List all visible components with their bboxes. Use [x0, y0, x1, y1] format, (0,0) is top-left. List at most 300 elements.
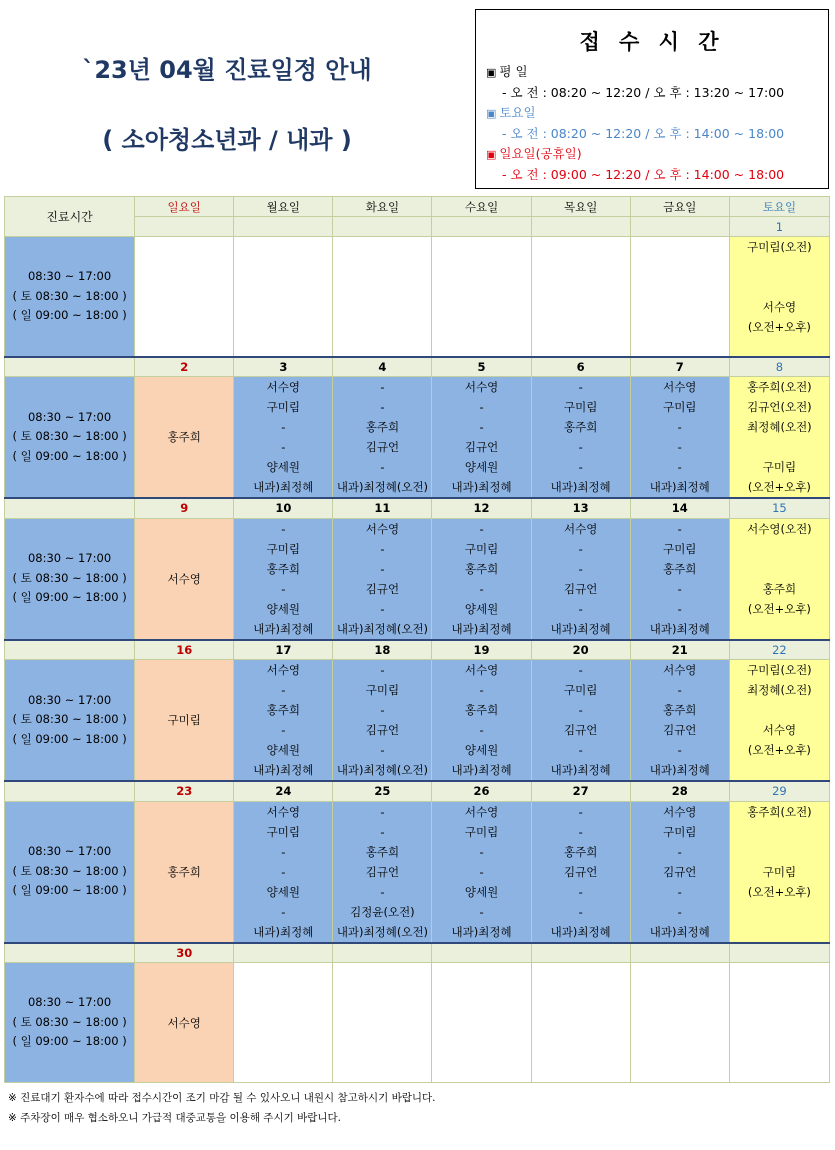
note-line: ※ 진료대기 환자수에 따라 접수시간이 조기 마감 될 수 있사오니 내원시 참고하시기 바랍니다.: [8, 1092, 436, 1104]
doctor-name: 구미림: [464, 824, 499, 839]
doctor-name: -: [578, 601, 583, 616]
doctor-name: (오전+오후): [747, 320, 811, 334]
date-cell: [333, 217, 432, 237]
doctor-name: 내과)최정혜(오전): [336, 924, 429, 939]
doctor-cell: [630, 801, 729, 943]
date-cell: 7: [630, 357, 729, 377]
doctor-name: -: [380, 601, 385, 616]
doctor-name: 구미림: [266, 400, 300, 414]
date-cell: [234, 217, 333, 237]
time-header: 진료시간: [5, 197, 135, 237]
date-cell: [432, 217, 531, 237]
doctor-name: 최정혜(오전): [747, 420, 812, 434]
doctor-name: 구미림: [663, 824, 697, 839]
clinic-hours-line: ( 토 08:30 ~ 18:00 ): [12, 712, 127, 727]
doctor-name: 내과)최정혜(오전): [336, 763, 429, 777]
doctor-cell: [234, 660, 333, 782]
clinic-hours-line: ( 토 08:30 ~ 18:00 ): [12, 429, 127, 444]
doctor-name: 서수영: [464, 804, 499, 819]
weekday-header: 화요일: [333, 197, 432, 217]
doctor-name: 내과)최정혜: [550, 621, 611, 636]
doctor-name: -: [677, 904, 682, 919]
page-subtitle: ( 소아청소년과 / 내과 ): [102, 126, 352, 154]
clinic-hours-line: 08:30 ~ 17:00: [27, 995, 112, 1010]
doctor-name: 내과)최정혜: [253, 924, 314, 939]
date-cell: [531, 943, 630, 963]
doctor-name: 홍주희: [663, 703, 697, 717]
doctor-name: 양세원: [266, 601, 300, 616]
doctor-name: [730, 842, 829, 862]
doctor-cell: [630, 518, 729, 640]
date-cell: 16: [135, 640, 234, 660]
doctor-name: -: [578, 884, 583, 899]
doctor-cell: [432, 801, 531, 943]
doctor-cell: [531, 660, 630, 782]
doctor-name: 서수영: [167, 1015, 201, 1030]
schedule-row: [5, 660, 830, 782]
doctor-name: 김규언: [365, 440, 400, 454]
doctor-name: -: [677, 844, 682, 859]
clinic-hours-cell: [5, 377, 135, 499]
doctor-name: -: [380, 400, 385, 414]
doctor-cell: [135, 377, 234, 499]
weekday-header-row: [5, 197, 830, 217]
doctor-name: 구미림: [762, 864, 797, 879]
doctor-name: [730, 559, 829, 579]
clinic-hours-line: ( 토 08:30 ~ 18:00 ): [12, 288, 127, 303]
doctor-cell: [333, 801, 432, 943]
doctor-name: 김규언: [663, 723, 697, 737]
date-cell: [135, 217, 234, 237]
weekday-header: 일요일: [135, 197, 234, 217]
doctor-cell: [630, 963, 729, 1083]
doctor-cell: [234, 237, 333, 357]
date-cell: 29: [729, 781, 829, 801]
date-cell: 24: [234, 781, 333, 801]
doctor-name: -: [281, 420, 286, 434]
doctor-cell: [234, 377, 333, 499]
date-cell: [630, 943, 729, 963]
doctor-name: 김규언: [563, 581, 598, 596]
doctor-name: 양세원: [464, 743, 499, 757]
clinic-hours-line: ( 일 09:00 ~ 18:00 ): [12, 448, 127, 463]
doctor-name: -: [479, 521, 484, 536]
doctor-name: 최정혜(오전): [747, 683, 812, 697]
date-cell: 17: [234, 640, 333, 660]
doctor-name: 서수영: [663, 663, 697, 677]
date-cell: 26: [432, 781, 531, 801]
doctor-cell: [432, 660, 531, 782]
doctor-name: 내과)최정혜(오전): [336, 621, 429, 636]
doctor-name: 내과)최정혜: [451, 621, 512, 636]
square-bullet-icon: ▣: [486, 148, 497, 161]
clinic-hours-line: ( 일 09:00 ~ 18:00 ): [12, 731, 127, 746]
clinic-hours-line: ( 일 09:00 ~ 18:00 ): [12, 1034, 127, 1049]
doctor-name: -: [281, 723, 286, 737]
date-row-spacer: [5, 498, 135, 518]
doctor-name: 서수영: [663, 804, 697, 819]
doctor-name: -: [281, 521, 286, 536]
doctor-name: 홍주희: [266, 561, 300, 576]
doctor-name: 내과)최정혜: [649, 621, 710, 636]
date-cell: 19: [432, 640, 531, 660]
reception-hours-box: [475, 9, 829, 189]
doctor-name: [730, 822, 829, 842]
doctor-name: 서수영: [663, 380, 697, 394]
doctor-name: 서수영: [762, 723, 797, 737]
doctor-name: -: [578, 440, 583, 454]
doctor-name: -: [281, 683, 286, 697]
date-cell: 12: [432, 498, 531, 518]
doctor-name: 김규언: [563, 723, 598, 737]
saturday-hours: - 오 전 : 08:20 ~ 12:20 / 오 후 : 14:00 ~ 18:00: [502, 126, 785, 141]
doctor-cell: [333, 518, 432, 640]
doctor-name: [730, 257, 829, 277]
doctor-name: -: [479, 400, 484, 414]
doctor-cell: [729, 518, 829, 640]
doctor-name: -: [479, 420, 484, 434]
doctor-name: [730, 277, 829, 297]
doctor-cell: [531, 237, 630, 357]
doctor-name: -: [677, 521, 682, 536]
doctor-name: -: [479, 904, 484, 919]
doctor-name: -: [677, 683, 682, 697]
date-cell: 15: [729, 498, 829, 518]
date-cell: 1: [729, 217, 829, 237]
date-row: [5, 640, 830, 660]
doctor-name: 내과)최정혜: [451, 924, 512, 939]
doctor-name: -: [380, 884, 385, 899]
doctor-name: 홍주희: [167, 430, 201, 444]
doctor-name: -: [677, 460, 682, 474]
doctor-cell: [531, 377, 630, 499]
doctor-name: 서수영: [464, 663, 499, 677]
date-cell: 27: [531, 781, 630, 801]
doctor-name: -: [578, 703, 583, 717]
doctor-name: -: [677, 420, 682, 434]
doctor-name: -: [281, 904, 286, 919]
clinic-hours-cell: [5, 518, 135, 640]
clinic-hours-line: ( 일 09:00 ~ 18:00 ): [12, 308, 127, 322]
schedule-row: [5, 237, 830, 357]
clinic-hours-line: 08:30 ~ 17:00: [27, 692, 112, 707]
clinic-hours-cell: [5, 963, 135, 1083]
schedule-row: [5, 963, 830, 1083]
sunday-label: 일요일(공휴일): [499, 146, 582, 161]
doctor-cell: [729, 660, 829, 782]
date-cell: 9: [135, 498, 234, 518]
doctor-cell: [333, 963, 432, 1083]
doctor-name: 구미림: [663, 400, 697, 414]
square-bullet-icon: ▣: [486, 107, 497, 120]
date-row: [5, 357, 830, 377]
doctor-cell: [630, 660, 729, 782]
schedule-row: [5, 518, 830, 640]
doctor-name: 내과)최정혜: [451, 480, 512, 494]
doctor-name: 구미림: [266, 824, 300, 839]
doctor-cell: [234, 963, 333, 1083]
clinic-hours-cell: [5, 237, 135, 357]
doctor-name: 내과)최정혜: [550, 763, 611, 777]
date-cell: 20: [531, 640, 630, 660]
date-row: [5, 943, 830, 963]
doctor-name: 홍주희: [365, 420, 400, 434]
doctor-cell: [135, 237, 234, 357]
date-cell: 23: [135, 781, 234, 801]
doctor-name: 김정윤(오전): [350, 904, 415, 919]
doctor-name: -: [479, 683, 484, 697]
weekday-hours: - 오 전 : 08:20 ~ 12:20 / 오 후 : 13:20 ~ 17:00: [502, 85, 785, 100]
date-cell: [234, 943, 333, 963]
saturday-label-line: [486, 103, 818, 124]
doctor-name: 홍주희: [762, 581, 797, 596]
schedule-table: [4, 196, 830, 1083]
weekday-header: 토요일: [729, 197, 829, 217]
doctor-name: 서수영: [365, 521, 400, 536]
doctor-cell: [432, 518, 531, 640]
date-cell: 6: [531, 357, 630, 377]
doctor-name: -: [578, 541, 583, 556]
notes: [8, 1088, 435, 1128]
doctor-name: 서수영: [266, 663, 300, 677]
date-row: [5, 498, 830, 518]
date-cell: 18: [333, 640, 432, 660]
doctor-name: 홍주희: [365, 844, 400, 859]
doctor-name: 서수영: [266, 804, 300, 819]
clinic-hours-line: 08:30 ~ 17:00: [27, 551, 112, 566]
date-cell: 25: [333, 781, 432, 801]
doctor-name: 내과)최정혜: [451, 763, 512, 777]
doctor-name: 내과)최정혜: [649, 480, 710, 494]
doctor-name: (오전+오후): [747, 480, 811, 494]
reception-title: 접 수 시 간: [579, 30, 725, 54]
note-line: ※ 주차장이 매우 협소하오니 가급적 대중교통을 이용해 주시기 바랍니다.: [8, 1112, 341, 1124]
date-cell: 13: [531, 498, 630, 518]
doctor-cell: [135, 518, 234, 640]
doctor-name: -: [479, 864, 484, 879]
doctor-name: 김규언: [365, 723, 400, 737]
doctor-name: -: [677, 440, 682, 454]
doctor-name: -: [578, 824, 583, 839]
doctor-name: -: [380, 561, 385, 576]
doctor-name: 내과)최정혜: [550, 480, 611, 494]
doctor-name: 김규언(오전): [747, 400, 812, 414]
date-cell: [729, 943, 829, 963]
doctor-cell: [630, 237, 729, 357]
clinic-hours-line: 08:30 ~ 17:00: [27, 844, 112, 859]
doctor-cell: [729, 801, 829, 943]
doctor-cell: [729, 963, 829, 1083]
date-row-spacer: [5, 357, 135, 377]
doctor-cell: [135, 801, 234, 943]
date-row: [5, 781, 830, 801]
doctor-cell: [135, 963, 234, 1083]
doctor-name: 김규언: [365, 581, 400, 596]
date-cell: 11: [333, 498, 432, 518]
doctor-name: 김규언: [563, 864, 598, 879]
clinic-hours-line: ( 토 08:30 ~ 18:00 ): [12, 570, 127, 585]
date-cell: 8: [729, 357, 829, 377]
doctor-name: 양세원: [266, 460, 300, 474]
doctor-name: 구미림: [563, 400, 598, 414]
date-cell: 5: [432, 357, 531, 377]
doctor-name: 서수영: [167, 571, 201, 586]
date-cell: 14: [630, 498, 729, 518]
weekday-label: 평 일: [499, 64, 528, 79]
doctor-cell: [531, 801, 630, 943]
clinic-hours-line: 08:30 ~ 17:00: [27, 269, 112, 283]
doctor-name: -: [380, 663, 385, 677]
clinic-hours-cell: [5, 660, 135, 782]
weekday-header: 금요일: [630, 197, 729, 217]
date-cell: 30: [135, 943, 234, 963]
doctor-name: 홍주희: [464, 561, 499, 576]
doctor-name: 홍주희: [563, 844, 598, 859]
doctor-name: (오전+오후): [747, 601, 811, 616]
date-row-spacer: [5, 781, 135, 801]
doctor-name: 서수영: [464, 380, 499, 394]
doctor-cell: [729, 377, 829, 499]
doctor-name: 내과)최정혜(오전): [336, 480, 429, 494]
doctor-name: 내과)최정혜: [253, 621, 314, 636]
doctor-name: 서수영: [266, 380, 300, 394]
doctor-name: -: [380, 703, 385, 717]
clinic-hours-line: 08:30 ~ 17:00: [27, 409, 112, 424]
date-cell: 28: [630, 781, 729, 801]
weekday-header: 목요일: [531, 197, 630, 217]
doctor-name: 홍주희: [663, 561, 697, 576]
doctor-name: 양세원: [464, 601, 499, 616]
doctor-name: 구미림: [663, 541, 697, 556]
doctor-cell: [432, 237, 531, 357]
doctor-name: 홍주희: [464, 703, 499, 717]
doctor-name: -: [380, 824, 385, 839]
doctor-name: 김규언: [464, 440, 499, 454]
doctor-cell: [234, 518, 333, 640]
doctor-name: -: [578, 743, 583, 757]
doctor-name: -: [479, 723, 484, 737]
doctor-name: 구미림: [266, 541, 300, 556]
doctor-name: -: [677, 884, 682, 899]
date-cell: 22: [729, 640, 829, 660]
doctor-cell: [432, 377, 531, 499]
doctor-name: 김규언: [365, 864, 400, 879]
doctor-name: 구미림: [365, 683, 400, 697]
clinic-hours-cell: [5, 801, 135, 943]
weekday-header: 수요일: [432, 197, 531, 217]
doctor-name: -: [578, 380, 583, 394]
doctor-cell: [135, 660, 234, 782]
date-cell: 2: [135, 357, 234, 377]
date-cell: [630, 217, 729, 237]
doctor-cell: [234, 801, 333, 943]
clinic-hours-line: ( 일 09:00 ~ 18:00 ): [12, 883, 127, 898]
sunday-hours: - 오 전 : 09:00 ~ 12:20 / 오 후 : 14:00 ~ 18:00: [502, 167, 785, 182]
doctor-name: -: [281, 581, 286, 596]
doctor-name: 양세원: [266, 743, 300, 757]
doctor-name: -: [677, 581, 682, 596]
doctor-name: 내과)최정혜: [253, 763, 314, 777]
doctor-name: -: [578, 804, 583, 819]
doctor-cell: [333, 660, 432, 782]
doctor-name: -: [380, 460, 385, 474]
doctor-name: 구미림(오전): [747, 663, 812, 677]
doctor-name: -: [380, 380, 385, 394]
doctor-name: 김규언: [663, 864, 697, 879]
doctor-name: 양세원: [464, 460, 499, 474]
date-cell: 3: [234, 357, 333, 377]
square-bullet-icon: ▣: [486, 66, 497, 79]
doctor-name: -: [281, 440, 286, 454]
doctor-cell: [333, 377, 432, 499]
date-cell: 21: [630, 640, 729, 660]
doctor-cell: [630, 377, 729, 499]
doctor-name: 구미림: [762, 460, 797, 474]
doctor-name: 서수영: [762, 300, 797, 314]
doctor-name: 홍주희: [563, 420, 598, 434]
doctor-cell: [729, 237, 829, 357]
doctor-name: 홍주희(오전): [747, 380, 812, 394]
weekday-label-line: [486, 62, 818, 83]
sunday-label-line: [486, 144, 818, 165]
date-cell: 10: [234, 498, 333, 518]
doctor-name: -: [479, 581, 484, 596]
doctor-name: [730, 539, 829, 559]
page-title: `23년 04월 진료일정 안내: [82, 56, 372, 84]
doctor-name: -: [677, 601, 682, 616]
schedule-row: [5, 801, 830, 943]
doctor-name: 구미림: [464, 541, 499, 556]
doctor-name: -: [380, 804, 385, 819]
date-row-spacer: [5, 943, 135, 963]
weekday-header: 월요일: [234, 197, 333, 217]
doctor-cell: [531, 518, 630, 640]
doctor-name: -: [281, 844, 286, 859]
doctor-name: 홍주희: [167, 864, 201, 879]
doctor-name: 구미림(오전): [747, 240, 812, 254]
schedule-row: [5, 377, 830, 499]
doctor-name: 양세원: [464, 884, 499, 899]
date-cell: 4: [333, 357, 432, 377]
doctor-name: 양세원: [266, 884, 300, 899]
doctor-name: -: [578, 663, 583, 677]
date-row-spacer: [5, 640, 135, 660]
doctor-name: 서수영(오전): [747, 521, 812, 536]
doctor-name: 홍주희(오전): [747, 804, 812, 819]
doctor-name: -: [380, 743, 385, 757]
date-cell: [531, 217, 630, 237]
doctor-name: 구미림: [167, 713, 201, 727]
clinic-hours-line: ( 토 08:30 ~ 18:00 ): [12, 863, 127, 878]
doctor-name: (오전+오후): [747, 743, 811, 757]
doctor-name: -: [281, 864, 286, 879]
date-cell: [432, 943, 531, 963]
doctor-name: -: [578, 904, 583, 919]
doctor-cell: [432, 963, 531, 1083]
doctor-name: -: [578, 460, 583, 474]
doctor-cell: [333, 237, 432, 357]
doctor-name: -: [380, 541, 385, 556]
doctor-name: -: [479, 844, 484, 859]
doctor-name: [730, 700, 829, 720]
doctor-name: 내과)최정혜: [649, 763, 710, 777]
clinic-hours-line: ( 토 08:30 ~ 18:00 ): [12, 1014, 127, 1029]
doctor-name: 홍주희: [266, 703, 300, 717]
doctor-name: 구미림: [563, 683, 598, 697]
doctor-name: -: [578, 561, 583, 576]
doctor-cell: [531, 963, 630, 1083]
date-cell: [333, 943, 432, 963]
